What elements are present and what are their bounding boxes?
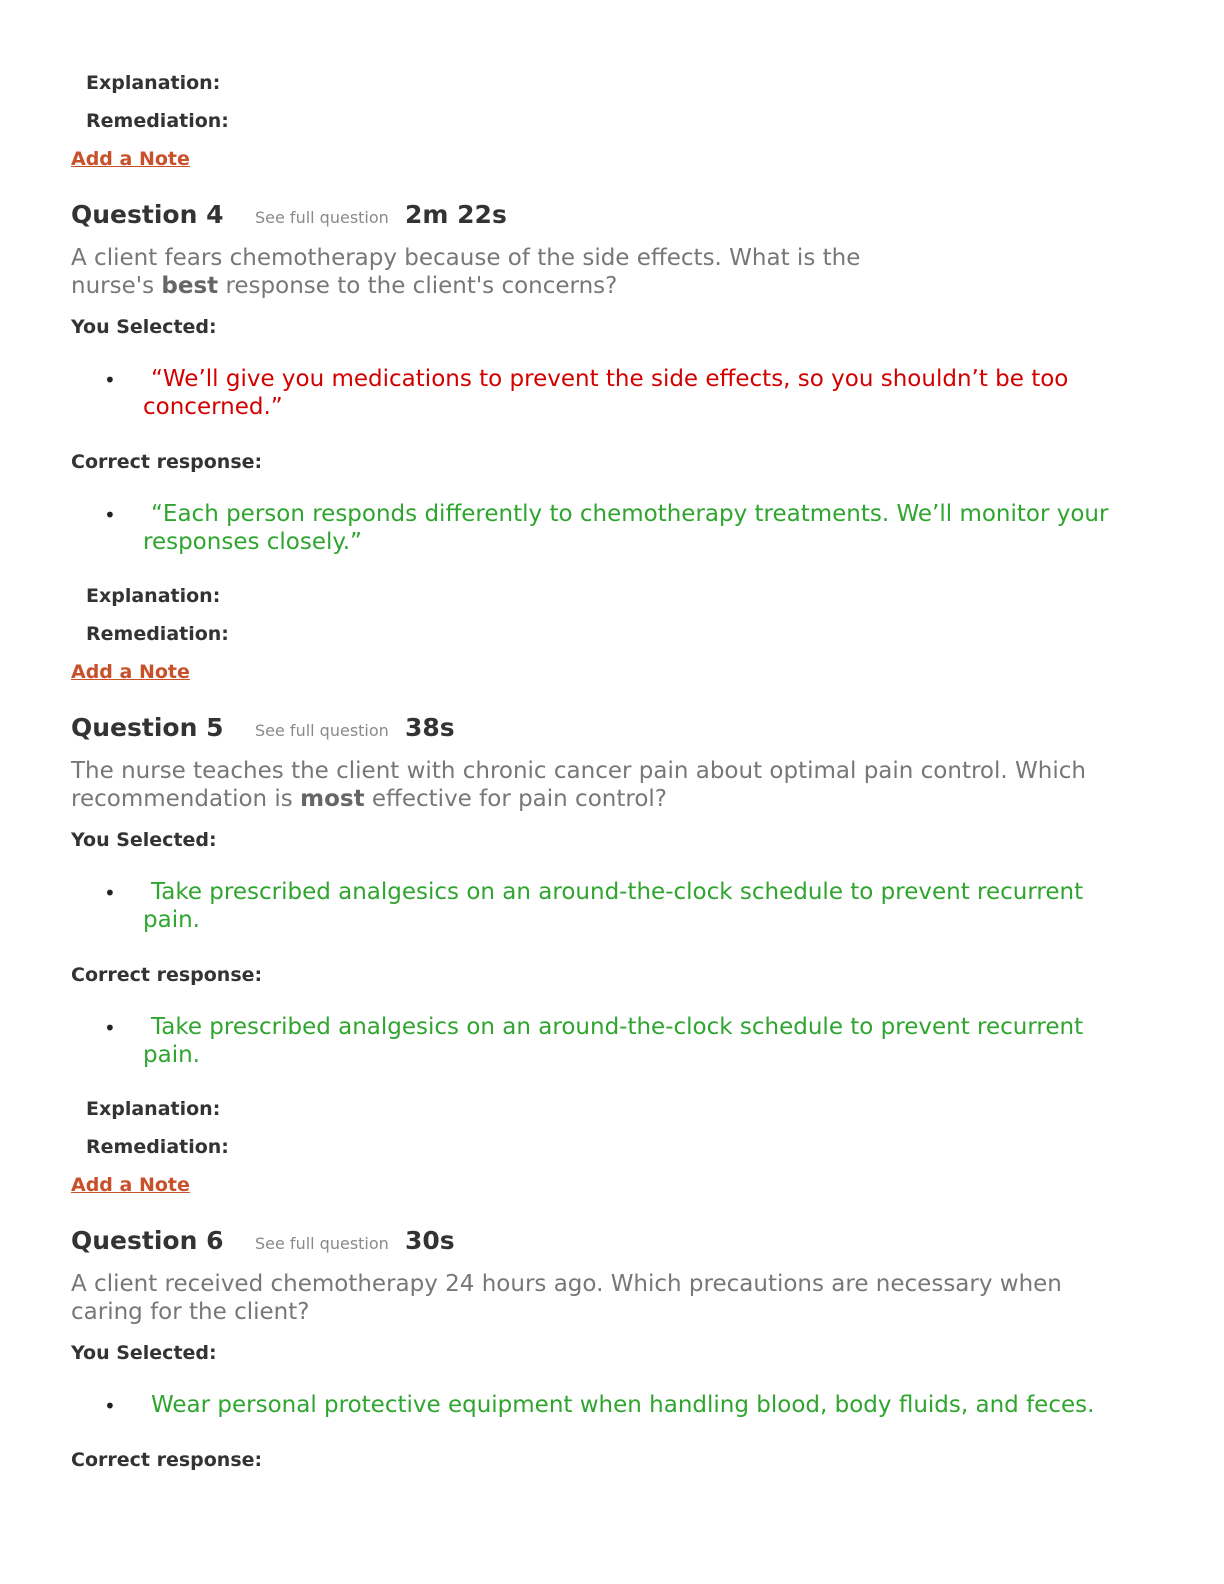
correct-response-label-q6: Correct response: xyxy=(71,1449,263,1471)
selected-answer-q5: Take prescribed analgesics on an around-the-clock schedule to prevent recurrent pain. xyxy=(143,879,1084,933)
remediation-label-q5: Remediation: xyxy=(86,1136,229,1158)
bullet-icon: • xyxy=(104,503,116,527)
question-5-stem: The nurse teaches the client with chronic cancer pain about optimal pain control. Which recommendation is most effective for pain control? xyxy=(71,758,1086,812)
bullet-icon: • xyxy=(104,368,116,392)
question-4-title: Question 4 xyxy=(71,200,224,229)
correct-response-label-q4: Correct response: xyxy=(71,451,263,473)
question-6-time: 30s xyxy=(405,1226,455,1255)
correct-answer-q4: “Each person responds differently to chemotherapy treatments. We’ll monitor your responses closely.” xyxy=(143,501,1109,555)
question-6-stem: A client received chemotherapy 24 hours ago. Which precautions are necessary when caring for the client? xyxy=(71,1271,1062,1325)
see-full-question-link-q6[interactable]: See full question xyxy=(255,1234,389,1253)
add-note-link-q4[interactable]: Add a Note xyxy=(71,661,190,683)
question-5-time: 38s xyxy=(405,713,455,742)
explanation-label-q3: Explanation: xyxy=(86,72,221,94)
add-note-link-q5[interactable]: Add a Note xyxy=(71,1174,190,1196)
explanation-label-q4: Explanation: xyxy=(86,585,221,607)
see-full-question-link-q5[interactable]: See full question xyxy=(255,721,389,740)
correct-response-label-q5: Correct response: xyxy=(71,964,263,986)
you-selected-label-q6: You Selected: xyxy=(71,1342,217,1364)
selected-answer-q6: Wear personal protective equipment when handling blood, body fluids, and feces. xyxy=(151,1392,1095,1418)
bullet-icon: • xyxy=(104,1016,116,1040)
question-5-title: Question 5 xyxy=(71,713,224,742)
add-note-link-q3[interactable]: Add a Note xyxy=(71,148,190,170)
selected-answer-q4: “We’ll give you medications to prevent the side effects, so you shouldn’t be too concerned.” xyxy=(143,366,1069,420)
question-6-title: Question 6 xyxy=(71,1226,224,1255)
remediation-label-q3: Remediation: xyxy=(86,110,229,132)
correct-answer-q5: Take prescribed analgesics on an around-the-clock schedule to prevent recurrent pain. xyxy=(143,1014,1084,1068)
bullet-icon: • xyxy=(104,881,116,905)
remediation-label-q4: Remediation: xyxy=(86,623,229,645)
question-4-time: 2m 22s xyxy=(405,200,507,229)
you-selected-label-q5: You Selected: xyxy=(71,829,217,851)
bullet-icon: • xyxy=(104,1394,116,1418)
see-full-question-link-q4[interactable]: See full question xyxy=(255,208,389,227)
question-4-stem: A client fears chemotherapy because of the side effects. What is the nurse's best response to the client's concerns? xyxy=(71,245,861,299)
explanation-label-q5: Explanation: xyxy=(86,1098,221,1120)
you-selected-label-q4: You Selected: xyxy=(71,316,217,338)
